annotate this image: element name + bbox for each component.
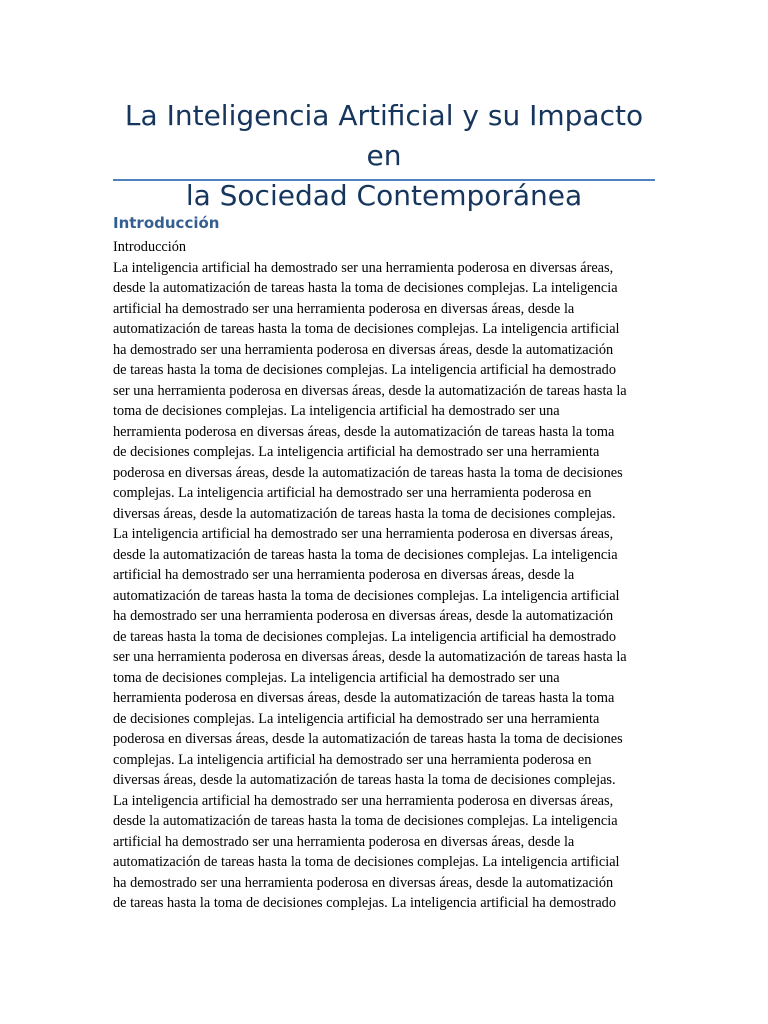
body-text-line: desde la automatización de tareas hasta la toma de decisiones complejas. La inteligencia [113,546,618,563]
body-text-line: automatización de tareas hasta la toma de decisiones complejas. La inteligencia artificial [113,587,620,604]
body-text-line: de tareas hasta la toma de decisiones complejas. La inteligencia artificial ha demostrado [113,895,616,911]
body-text-line: ha demostrado ser una herramienta poderosa en diversas áreas, desde la automatización [113,341,614,358]
body-text-line: toma de decisiones complejas. La inteligencia artificial ha demostrado ser una [113,669,560,686]
body-text-line: poderosa en diversas áreas, desde la automatización de tareas hasta la toma de decisiones [113,731,623,747]
body-text-line: desde la automatización de tareas hasta la toma de decisiones complejas. La inteligencia [113,280,618,296]
title-underline-rule [113,179,655,181]
body-text-line: toma de decisiones complejas. La inteligencia artificial ha demostrado ser una [113,403,560,419]
body-text-line: complejas. La inteligencia artificial ha demostrado ser una herramienta poderosa en [113,485,592,501]
body-text-line: ha demostrado ser una herramienta poderosa en diversas áreas, desde la automatización [113,608,614,624]
body-text-line: Introducción [113,239,187,255]
body-paragraph [113,237,655,914]
body-text-line: diversas áreas, desde la automatización de tareas hasta la toma de decisiones complejas. [113,505,616,522]
body-text-line: La inteligencia artificial ha demostrado ser una herramienta poderosa en diversas áreas, [113,526,614,542]
body-text-line: artificial ha demostrado ser una herramienta poderosa en diversas áreas, desde la [113,300,575,317]
body-text-line: complejas. La inteligencia artificial ha demostrado ser una herramienta poderosa en [113,751,592,768]
body-text-line: de decisiones complejas. La inteligencia artificial ha demostrado ser una herramienta [113,444,600,460]
body-text-line: herramienta poderosa en diversas áreas, desde la automatización de tareas hasta la toma [113,690,615,706]
title-line-1: La Inteligencia Artificial y su Impacto en [124,99,644,172]
body-text-line: La inteligencia artificial ha demostrado ser una herramienta poderosa en diversas áreas, [113,259,614,276]
document-title [113,96,655,216]
body-text-line: artificial ha demostrado ser una herramienta poderosa en diversas áreas, desde la [113,567,575,583]
title-line-2: la Sociedad Contemporánea [185,179,583,212]
body-text-line: ser una herramienta poderosa en diversas áreas, desde la automatización de tareas hasta la [113,649,627,665]
body-text-line: artificial ha demostrado ser una herramienta poderosa en diversas áreas, desde la [113,833,575,850]
body-text-line: diversas áreas, desde la automatización de tareas hasta la toma de decisiones complejas. [113,772,616,788]
body-text-line: La inteligencia artificial ha demostrado ser una herramienta poderosa en diversas áreas, [113,792,614,809]
body-text-line: de tareas hasta la toma de decisiones complejas. La inteligencia artificial ha demostrado [113,628,616,645]
body-text-line: ha demostrado ser una herramienta poderosa en diversas áreas, desde la automatización [113,874,614,891]
section-heading-introduccion: Introducción [113,214,220,232]
body-text-line: de tareas hasta la toma de decisiones complejas. La inteligencia artificial ha demostrado [113,362,616,378]
body-text-line: herramienta poderosa en diversas áreas, desde la automatización de tareas hasta la toma [113,423,615,440]
body-text-line: ser una herramienta poderosa en diversas áreas, desde la automatización de tareas hasta la [113,382,627,399]
body-text-line: de decisiones complejas. La inteligencia artificial ha demostrado ser una herramienta [113,710,600,727]
body-text-line: automatización de tareas hasta la toma de decisiones complejas. La inteligencia artificial [113,321,620,337]
body-text-line: automatización de tareas hasta la toma de decisiones complejas. La inteligencia artificial [113,854,620,870]
body-text-line: poderosa en diversas áreas, desde la automatización de tareas hasta la toma de decisiones [113,464,623,481]
body-text-line: desde la automatización de tareas hasta la toma de decisiones complejas. La inteligencia [113,813,618,829]
